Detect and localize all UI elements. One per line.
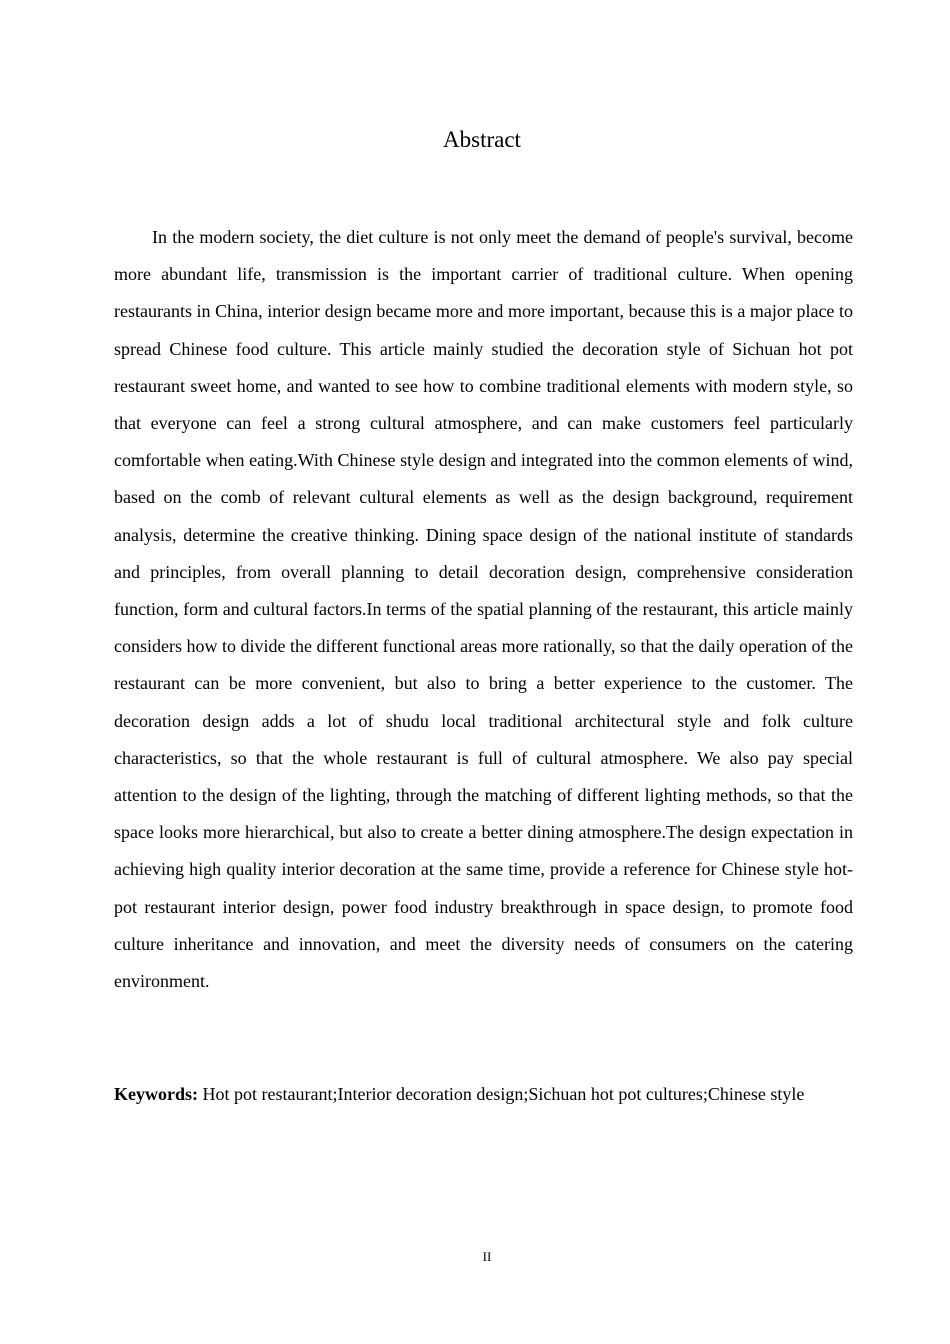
page-number: II — [482, 1249, 492, 1264]
keywords-text: Hot pot restaurant;Interior decoration design;Sichuan hot pot cultures;Chinese style — [202, 1084, 805, 1104]
abstract-body: In the modern society, the diet culture is not only meet the demand of people's survival, become more abundant life, transmission is the important carrier of traditional culture. When opening restaurants in China, interior design became more and more important, because this is a major place to spread Chinese food culture. This article mainly studied the decoration style of Sichuan hot pot restaurant sweet home, and wanted to see how to combine traditional elements with modern style, so that everyone can feel a strong cultural atmosphere, and can make customers feel particularly comfortable when eating.With Chinese style design and integrated into the common elements of wind, based on the comb of relevant cultural elements as well as the design background, requirement analysis, determine the creative thinking. Dining space design of the national institute of standards and principles, from overall planning to detail decoration design, comprehensive consideration function, form and cultural factors.In terms of the spatial planning of the restaurant, this article mainly considers how to divide the different functional areas more rationally, so that the daily operation of the restaurant can be more convenient, but also to bring a better experience to the customer. The decoration design adds a lot of shudu local traditional architectural style and folk culture characteristics, so that the whole restaurant is full of cultural atmosphere. We also pay special attention to the design of the lighting, through the matching of different lighting methods, so that the space looks more hierarchical, but also to create a better dining atmosphere.The design expectation in achieving high quality interior decoration at the same time, provide a reference for Chinese style hot-pot restaurant interior design, power food industry breakthrough in space design, to promote food culture inheritance and innovation, and meet the diversity needs of consumers on the catering environment. — [114, 227, 853, 992]
page-title: Abstract — [443, 127, 521, 152]
keywords-line — [114, 1078, 874, 1110]
keywords-label: Keywords: — [114, 1084, 198, 1104]
